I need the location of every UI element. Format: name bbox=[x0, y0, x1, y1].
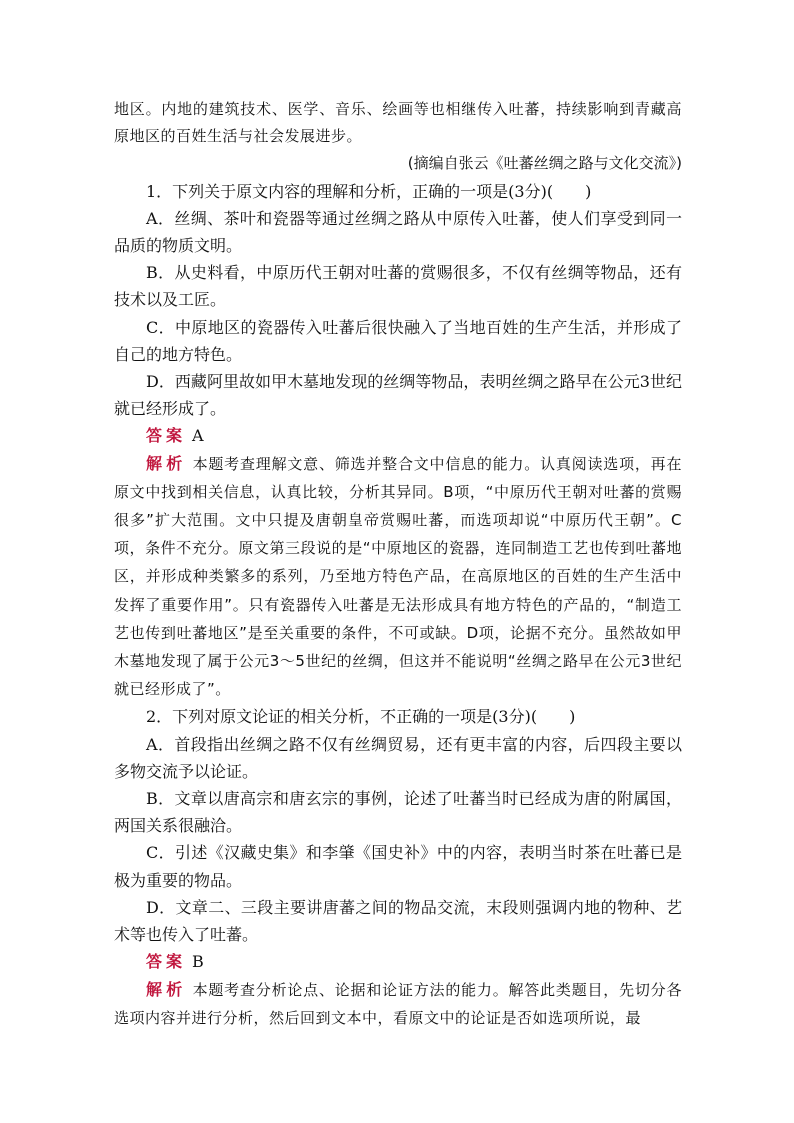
q2-stem: 2．下列对原文论证的相关分析，不正确的一项是(3分)( ) bbox=[146, 707, 576, 727]
passage-tail: 地区。内地的建筑技术、医学、音乐、绘画等也相继传入吐蕃，持续影响到青藏高原地区的百姓生活与社会发展进步。 bbox=[114, 100, 682, 146]
q1-option-b: B．从史料看，中原历代王朝对吐蕃的赏赐很多，不仅有丝绸等物品，还有技术以及工匠。 bbox=[114, 263, 682, 310]
q2-option-c: C．引述《汉藏史集》和李肇《国史补》中的内容，表明当时茶在吐蕃已是极为重要的物品。 bbox=[114, 843, 682, 890]
q1-option-a: A．丝绸、茶叶和瓷器等通过丝绸之路从中原传入吐蕃，使人们享受到同一品质的物质文明。 bbox=[114, 208, 682, 256]
answer-label: 答案 bbox=[146, 426, 187, 446]
q1-answer bbox=[114, 422, 682, 449]
q2-option-b: B．文章以唐高宗和唐玄宗的事例，论述了吐蕃当时已经成为唐的附属国，两国关系很融洽。 bbox=[114, 789, 682, 836]
q2-option-d: D．文章二、三段主要讲唐蕃之间的物品交流，末段则强调内地的物种、艺术等也传入了吐蕃。 bbox=[114, 897, 682, 945]
q1-analysis bbox=[114, 450, 682, 704]
q2-analysis bbox=[114, 976, 682, 1032]
q2-answer bbox=[114, 948, 682, 975]
q1-option-d: D．西藏阿里故如甲木墓地发现的丝绸等物品，表明丝绸之路早在公元3世纪就已经形成了。 bbox=[114, 372, 682, 419]
q2-option-a: A．首段指出丝绸之路不仅有丝绸贸易，还有更丰富的内容，后四段主要以多物交流予以论证。 bbox=[114, 734, 682, 781]
q1-stem: 1．下列关于原文内容的理解和分析，正确的一项是(3分)( ) bbox=[146, 181, 592, 201]
answer-label: 答案 bbox=[146, 952, 187, 972]
answer-value: B bbox=[192, 952, 204, 972]
analysis-label: 解析 bbox=[146, 979, 187, 999]
answer-value: A bbox=[192, 426, 204, 446]
analysis-label: 解析 bbox=[146, 453, 187, 473]
passage-source: (摘编自张云《吐蕃丝绸之路与文化交流》) bbox=[407, 154, 682, 173]
analysis-text: 本题考查理解文意、筛选并整合文中信息的能力。认真阅读选项，再在原文中找到相关信息，认真比较，分析其异同。B项，“中原历代王朝对吐蕃的赏赐很多”扩大范围。文中只提及唐朝皇帝赏赐吐蕃，而选项却说“中原历代王朝”。C项，条件不充分。原文第三段说的是“中原地区的瓷器，连同制造工艺也传到吐蕃地区，并形成种类繁多的系列，乃至地方特色产品，在高原地区的百姓的生产生活中发挥了重要作用”。只有瓷器传入吐蕃是无法形成具有地方特色的产品的，“制造工艺也传到吐蕃地区”是至关重要的条件，不可或缺。D项，论据不充分。虽然故如甲木墓地发现了属于公元3～5世纪的丝绸，但这并不能说明“丝绸之路早在公元3世纪就已经形成了”。 bbox=[114, 454, 682, 699]
q1-option-c: C．中原地区的瓷器传入吐蕃后很快融入了当地百姓的生产生活，并形成了自己的地方特色。 bbox=[114, 317, 682, 364]
analysis-text: 本题考查分析论点、论据和论证方法的能力。解答此类题目，先切分各选项内容并进行分析，然后回到文本中，看原文中的论证是否如选项所说，最 bbox=[114, 980, 682, 1027]
page-content bbox=[114, 96, 682, 1032]
